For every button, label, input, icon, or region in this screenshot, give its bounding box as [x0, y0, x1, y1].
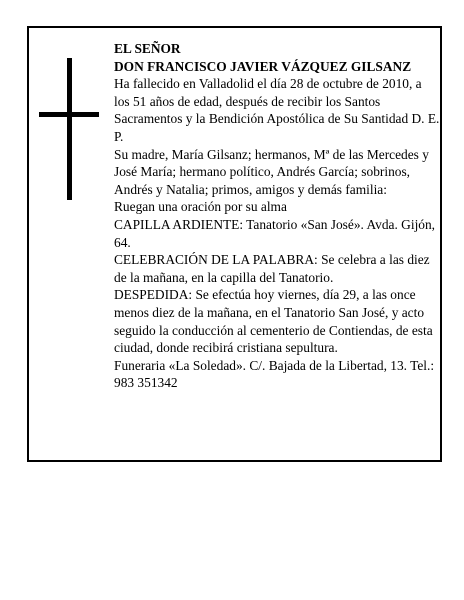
- farewell-info: DESPEDIDA: Se efectúa hoy viernes, día 29, a las once menos diez de la mañana, en el Tanatorio San José, y acto seguido la conducción al cementerio de Contiendas, de esta ciudad, donde recibirá cristiana sepultura.: [114, 287, 433, 356]
- family-list: Su madre, María Gilsanz; hermanos, Mª de las Mercedes y José María; hermano político, Andrés García; sobrinos, Andrés y Natalia; primos, amigos y demás familia:: [114, 146, 429, 197]
- obituary-notice-frame: [27, 26, 442, 462]
- deceased-name: DON FRANCISCO JAVIER VÁZQUEZ GILSANZ: [114, 58, 412, 74]
- obituary-text: [114, 40, 440, 392]
- cross-vertical-bar: [67, 58, 72, 200]
- wake-location: CAPILLA ARDIENTE: Tanatorio «San José». Avda. Gijón, 64.: [114, 216, 436, 250]
- obituary-title: EL SEÑOR: [114, 41, 181, 56]
- ceremony-info: CELEBRACIÓN DE LA PALABRA: Se celebra a las diez de la mañana, en la capilla del Tanatorio.: [114, 252, 430, 285]
- latin-cross-icon: [39, 58, 99, 200]
- funeral-home-info: Funeraria «La Soledad». C/. Bajada de la Libertad, 13. Tel.: 983 351342: [114, 357, 435, 391]
- cross-horizontal-bar: [39, 112, 99, 117]
- death-announcement: Ha fallecido en Valladolid el día 28 de octubre de 2010, a los 51 años de edad, después de recibir los Santos Sacramentos y la Bendición Apostólica de Su Santidad D. E. P.: [114, 76, 440, 144]
- prayer-request: Ruegan una oración por su alma: [114, 199, 287, 215]
